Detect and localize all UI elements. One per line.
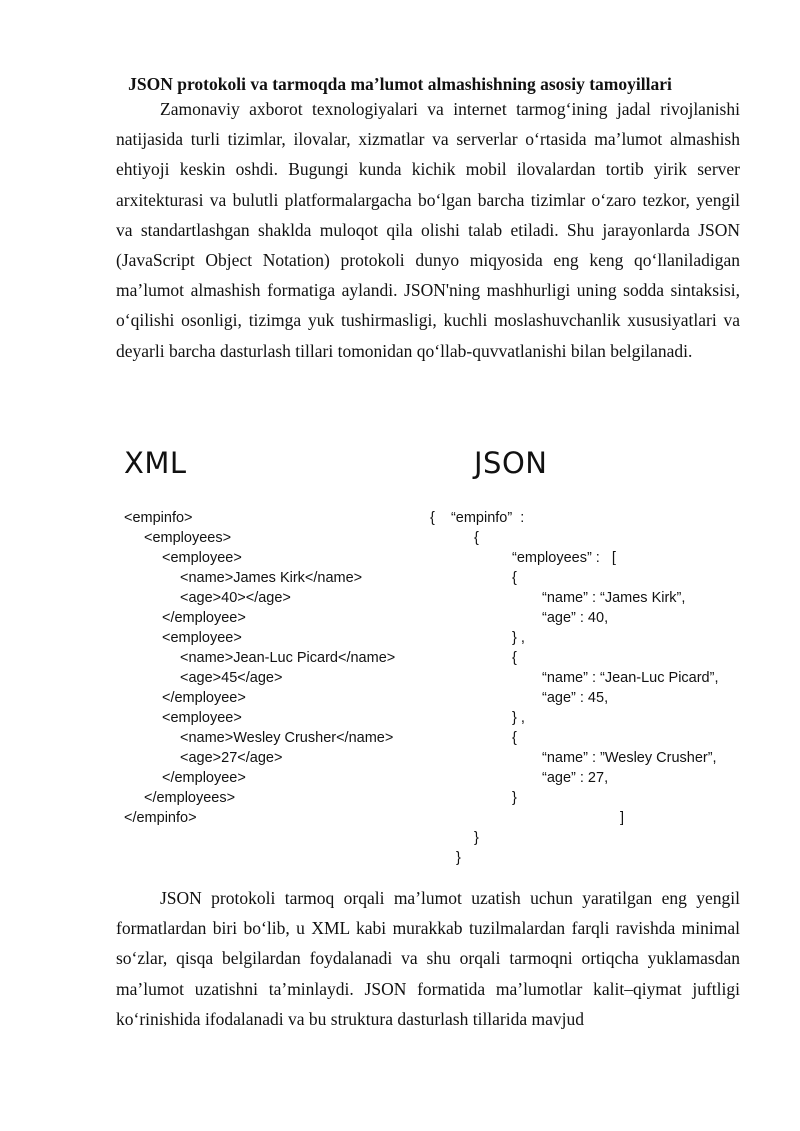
json-line: } xyxy=(456,850,461,866)
xml-line: <age>45</age> xyxy=(180,670,283,686)
xml-line: <empinfo> xyxy=(124,510,193,526)
xml-line: <employee> xyxy=(162,630,242,646)
xml-line: <name>James Kirk</name> xyxy=(180,570,363,586)
body-paragraph: JSON protokoli tarmoq orqali ma’lumot uzatish uchun yaratilgan eng yengil formatlardan biri bo‘lib, u XML kabi murakkab tuzilmalardan farqli ravishda minimal so‘zlar, qisqa belgilardan foydalanadi va shu orqali tarmoqni ortiqcha yuklamasdan ma’lumot uzatishni ta’minlaydi. JSON formatida ma’lumotlar kalit–qiymat juftligi ko‘rinishida ifodalanadi va bu struktura dasturlash tillarida mavjud xyxy=(116,888,740,1029)
xml-line: <name>Wesley Crusher</name> xyxy=(180,730,394,746)
json-line: } xyxy=(474,830,479,846)
json-heading: JSON xyxy=(474,446,548,480)
xml-line: <age>40></age> xyxy=(180,590,291,606)
xml-heading: XML xyxy=(124,446,187,480)
json-line: } , xyxy=(512,710,525,726)
json-line: { xyxy=(512,570,517,586)
json-line: “name” : “Jean-Luc Picard”, xyxy=(542,670,719,686)
json-line: “name” : ”Wesley Crusher”, xyxy=(542,750,717,766)
xml-line: <employee> xyxy=(162,550,242,566)
json-line: “age” : 40, xyxy=(542,610,609,626)
json-line: { xyxy=(474,530,479,546)
xml-line: </employee> xyxy=(162,690,246,706)
xml-line: </employee> xyxy=(162,610,246,626)
document-title: JSON protokoli va tarmoqda ma’lumot almashishning asosiy tamoyillari xyxy=(128,74,672,94)
xml-line: <employee> xyxy=(162,710,242,726)
json-line: ] xyxy=(620,810,625,826)
xml-line: </employee> xyxy=(162,770,246,786)
json-line: } xyxy=(512,790,517,806)
json-line: } , xyxy=(512,630,525,646)
json-line: { xyxy=(512,730,517,746)
xml-line: <employees> xyxy=(144,530,232,546)
json-line: “age” : 27, xyxy=(542,770,609,786)
xml-line: </empinfo> xyxy=(124,810,197,826)
xml-line: </employees> xyxy=(144,790,236,806)
xml-json-comparison-figure xyxy=(118,446,758,876)
xml-line: <age>27</age> xyxy=(180,750,283,766)
xml-line: <name>Jean-Luc Picard</name> xyxy=(180,650,396,666)
json-line: “employees” : [ xyxy=(512,550,616,566)
json-line: { xyxy=(512,650,517,666)
json-line: “name” : “James Kirk”, xyxy=(542,590,686,606)
intro-paragraph: Zamonaviy axborot texnologiyalari va internet tarmog‘ining jadal rivojlanishi natijasida turli tizimlar, ilovalar, xizmatlar va serverlar o‘rtasida ma’lumot almashish ehtiyoji keskin oshdi. Bugungi kunda kichik mobil ilovalardan tortib yirik server arxitekturasi va bulutli platformalargacha bo‘lgan barcha tizimlar o‘zaro tezkor, yengil va standartlashgan shaklda muloqot qila olishi talab etiladi. Shu jarayonlarda JSON (JavaScript Object Notation) protokoli dunyo miqyosida eng keng qo‘llaniladigan ma’lumot almashish formatiga aylandi. JSON'ning mashhurligi uning sodda sintaksisi, o‘qilishi osonligi, tizimga yuk tushirmasligi, kuchli moslashuvchanlik xususiyatlari va deyarli barcha dasturlash tillari tomonidan qo‘llab-quvvatlanishi bilan belgilanadi. xyxy=(116,99,740,361)
json-line: “age” : 45, xyxy=(542,690,609,706)
json-line: { “empinfo” : xyxy=(430,510,525,526)
